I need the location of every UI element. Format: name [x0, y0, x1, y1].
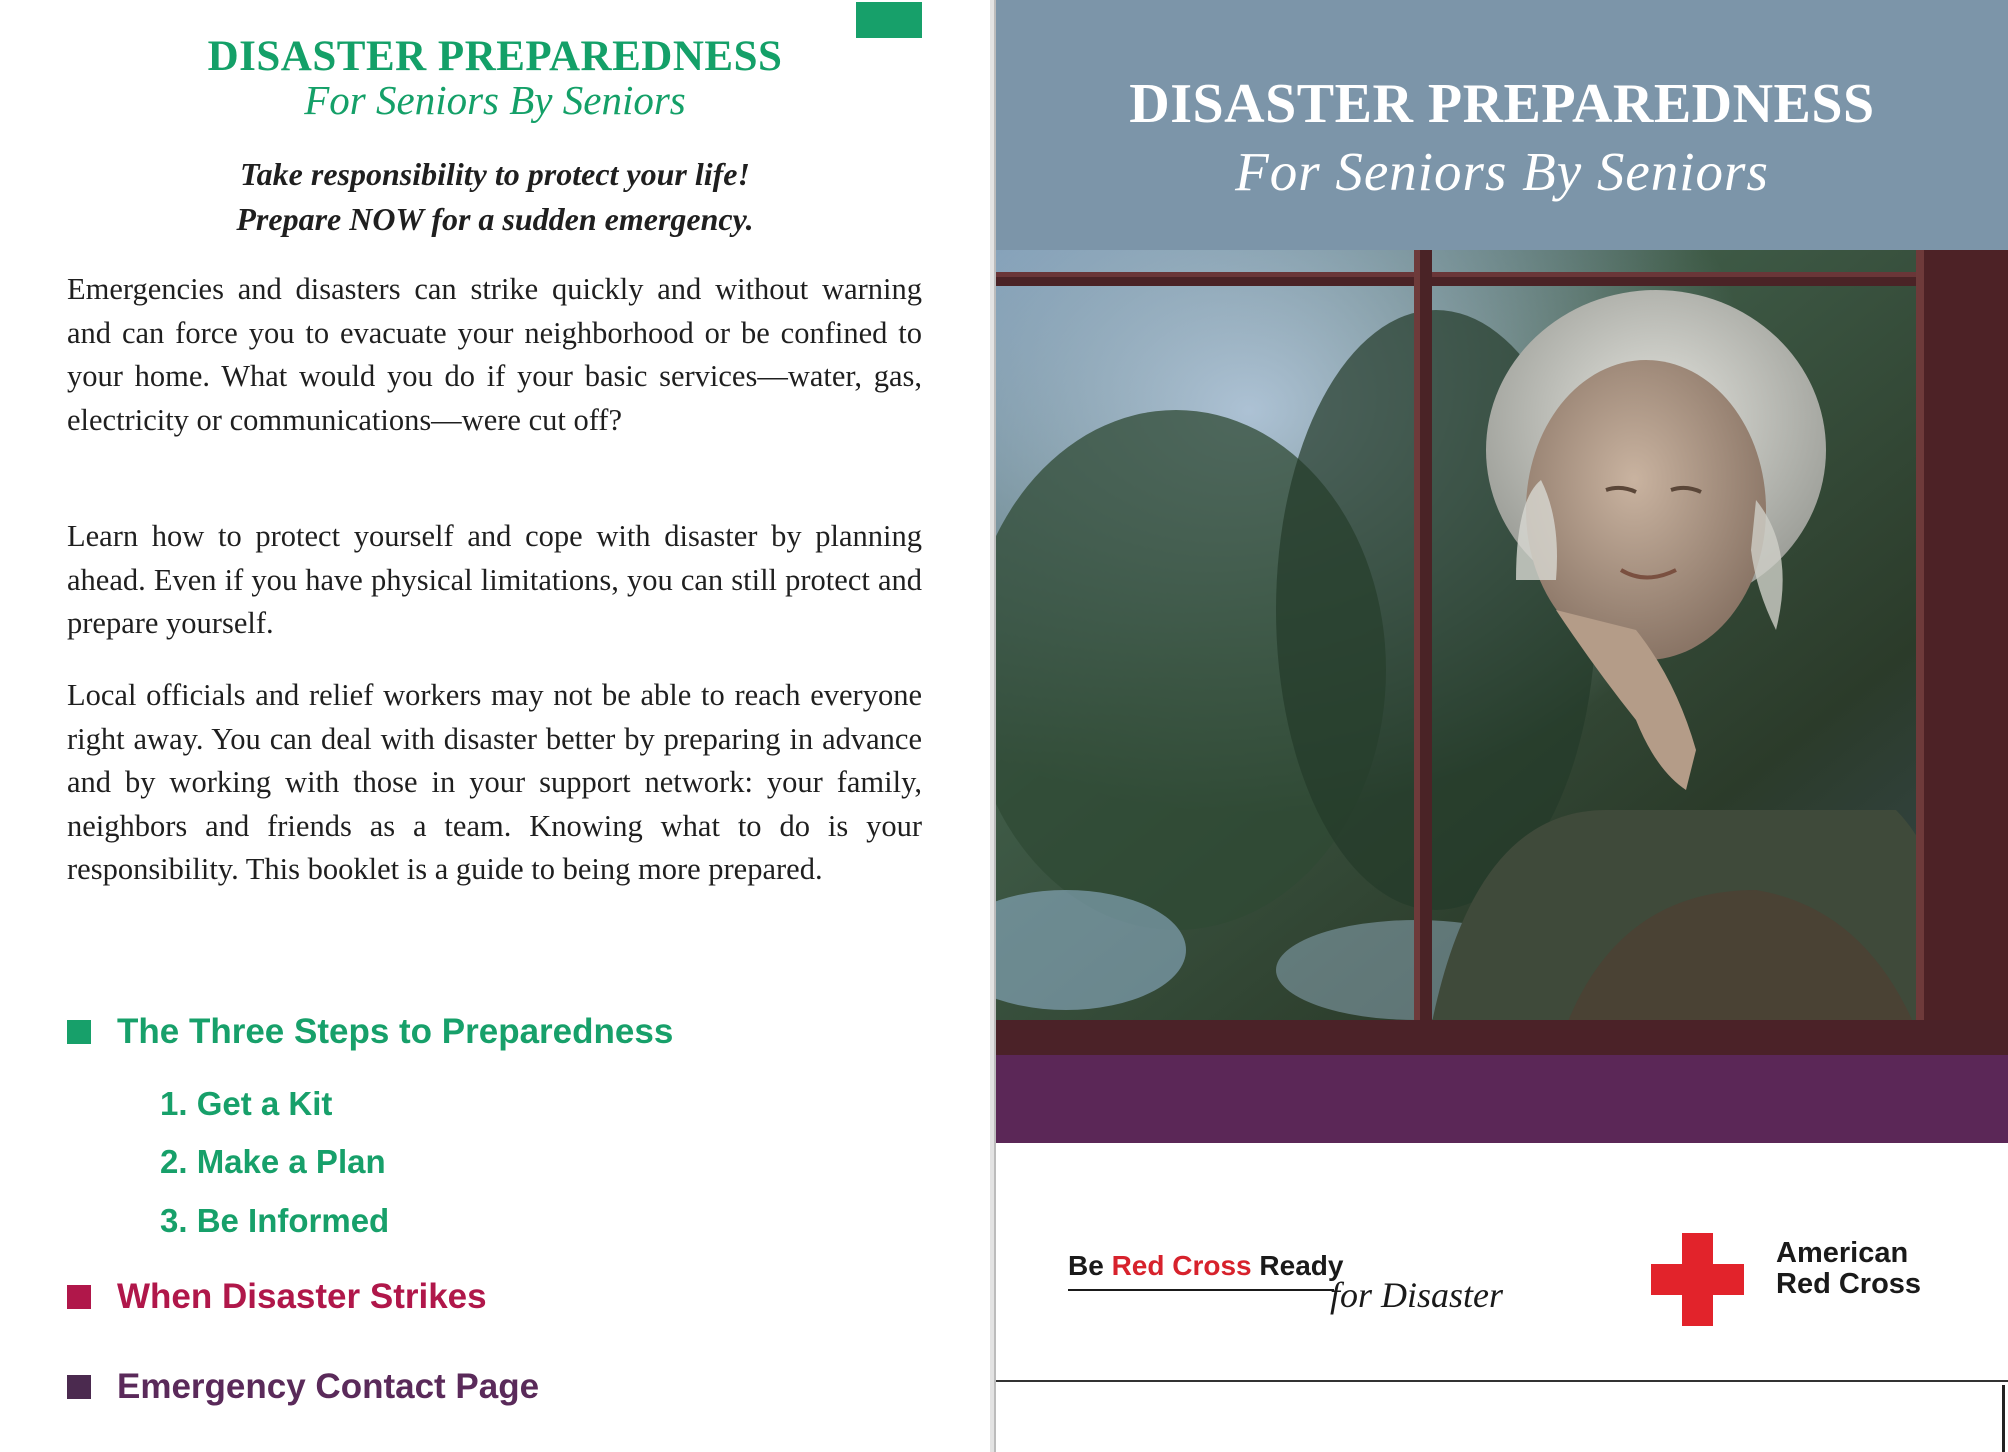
intro-paragraph: Emergencies and disasters can strike quickly and without warning and can force you to evacuate your neighborhood or be confined to your home. What would you do if your basic services—water, gas, electricity or communications—were cut off? [67, 272, 922, 437]
tagline-be: Be [1068, 1250, 1112, 1281]
tagline-prepare-now: Prepare NOW for a sudden emergency. [236, 201, 754, 237]
tagline-red-cross: Red Cross [1111, 1250, 1252, 1281]
section-heading-label: Emergency Contact Page [117, 1367, 540, 1406]
ready-line [1068, 1250, 1343, 1282]
tagline-ready: Ready [1251, 1250, 1344, 1281]
planning-paragraph: Learn how to protect yourself and cope with disaster by planning ahead. Even if you have physical limitations, you can still protect and prepare yourself. [67, 519, 922, 640]
support-network-paragraph: Local officials and relief workers may not be able to reach everyone right away. You can deal with disaster better by preparing in advance and by working with those in your support network: your family, neighbors and friends as a team. Knowing what to do is your responsibility. This booklet is a guide to being more prepared. [67, 678, 922, 886]
cover-photo-senior-at-window [996, 250, 2008, 1055]
booklet-cover [996, 0, 2008, 1452]
cover-subtitle: For Seniors By Seniors [1235, 141, 1769, 202]
plum-square-bullet-icon [67, 1375, 91, 1399]
cover-title: DISASTER PREPAREDNESS [1129, 73, 1875, 135]
section-heading-label: The Three Steps to Preparedness [117, 1012, 674, 1051]
crimson-square-bullet-icon [67, 1285, 91, 1309]
section-heading-when-disaster-strikes [67, 1277, 487, 1317]
tagline-underline [1068, 1289, 1334, 1291]
org-name-line-1: American [1776, 1237, 1909, 1269]
tagline-responsibility: Take responsibility to protect your life! [240, 156, 750, 192]
red-cross-icon [1651, 1233, 1744, 1326]
american-red-cross-wordmark [1776, 1238, 1921, 1300]
section-heading-three-steps [67, 1012, 673, 1052]
be-red-cross-ready-tagline [1068, 1250, 1538, 1320]
section-heading-emergency-contact [67, 1367, 539, 1407]
page-title: DISASTER PREPAREDNESS [207, 33, 783, 80]
section-heading-label: When Disaster Strikes [117, 1277, 487, 1316]
tagline-for-disaster: for Disaster [1330, 1275, 1504, 1315]
cover-bottom-edge [996, 1380, 2008, 1382]
step-make-a-plan: 2. Make a Plan [160, 1143, 386, 1180]
step-be-informed: 3. Be Informed [160, 1202, 390, 1239]
org-name-line-2: Red Cross [1776, 1268, 1922, 1300]
step-get-a-kit: 1. Get a Kit [160, 1085, 333, 1122]
page-subtitle: For Seniors By Seniors [304, 77, 686, 123]
green-square-bullet-icon [67, 1020, 91, 1044]
cover-right-edge [2002, 1385, 2005, 1452]
cover-plum-band [996, 1055, 2008, 1143]
booklet-inside-page [0, 0, 990, 1452]
